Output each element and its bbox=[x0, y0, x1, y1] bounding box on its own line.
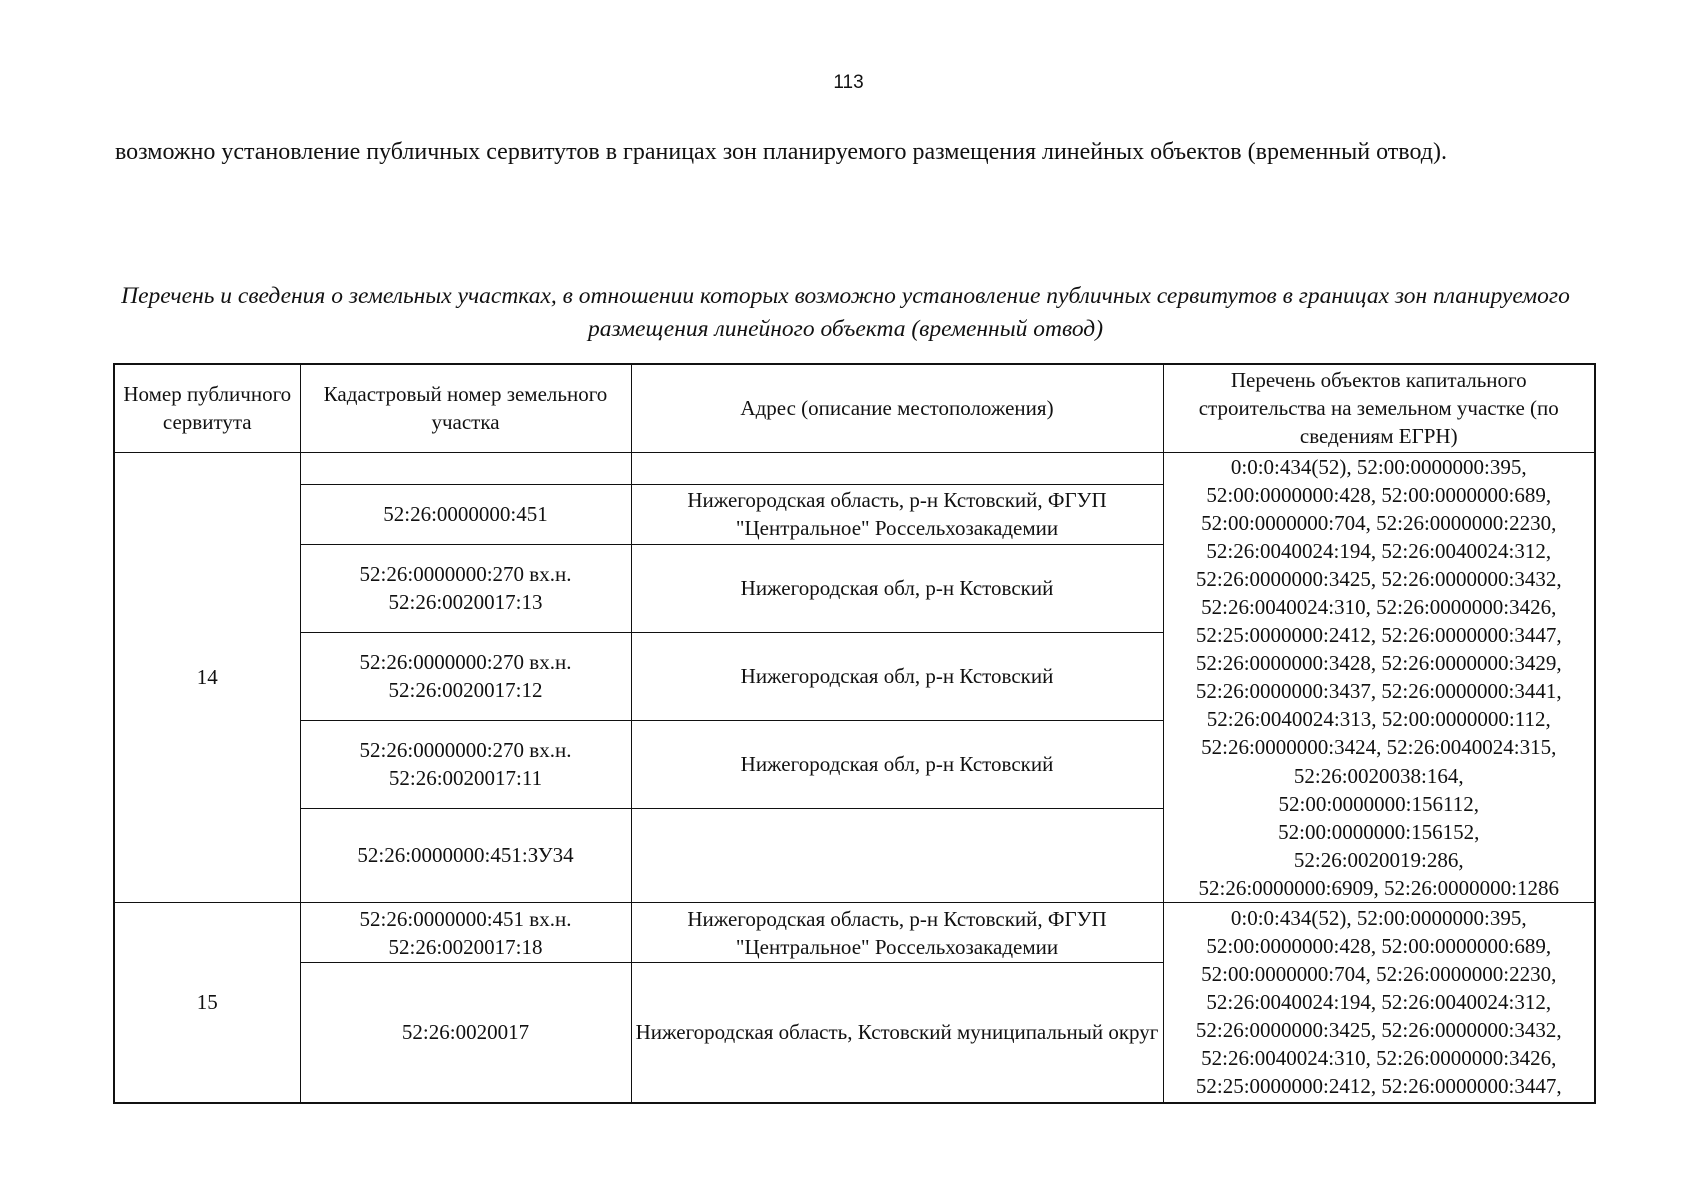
cadastral-cell: 52:26:0000000:270 вх.н. 52:26:0020017:11 bbox=[300, 720, 631, 808]
header-cadastral: Кадастровый номер земельного участка bbox=[300, 364, 631, 452]
body-paragraph: возможно установление публичных сервитутов в границах зон планируемого размещения линейных объектов (временный отвод). bbox=[115, 139, 1447, 165]
table-row bbox=[114, 903, 1595, 963]
header-address: Адрес (описание местоположения) bbox=[631, 364, 1163, 452]
cadastral-cell bbox=[300, 452, 631, 484]
address-cell: Нижегородская область, р-н Кстовский, ФГУП "Центральное" Россельхозакадемии bbox=[631, 484, 1163, 544]
address-cell: Нижегородская обл, р-н Кстовский bbox=[631, 720, 1163, 808]
table-caption: Перечень и сведения о земельных участках, в отношении которых возможно установление публичных сервитутов в границах зон планируемого размещения линейного объекта (временный отвод) bbox=[121, 283, 1570, 342]
servitude-number: 14 bbox=[114, 452, 300, 903]
objects-cell: 0:0:0:434(52), 52:00:0000000:395, 52:00:0000000:428, 52:00:0000000:689, 52:00:0000000:704, 52:26:0000000:2230, 52:26:0040024:194, 52:26:0040024:312, 52:26:0000000:3425, 52:26:0000000:3432, 52:26:0040024:310, 52:26:0000000:3426, 52:25:0000000:2412, 52:26:0000000:3447, 52:26:0000000:3428, 52:26:0000000:3429, 52:26:0000000:3437, 52:26:0000000:3441, 52:26:0040024:313, 52:00:0000000:112, 52:26:0000000:3424, 52:26:0040024:315, 52:26:0020038:164, 52:00:0000000:156112, 52:00:0000000:156152, 52:26:0020019:286, 52:26:0000000:6909, 52:26:0000000:1286 bbox=[1163, 452, 1595, 903]
cadastral-cell: 52:26:0000000:451 вх.н. 52:26:0020017:18 bbox=[300, 903, 631, 963]
header-number: Номер публичного сервитута bbox=[114, 364, 300, 452]
cadastral-cell: 52:26:0020017 bbox=[300, 963, 631, 1103]
address-cell bbox=[631, 452, 1163, 484]
cadastral-cell: 52:26:0000000:270 вх.н. 52:26:0020017:12 bbox=[300, 632, 631, 720]
address-cell: Нижегородская обл, р-н Кстовский bbox=[631, 632, 1163, 720]
objects-cell: 0:0:0:434(52), 52:00:0000000:395, 52:00:0000000:428, 52:00:0000000:689, 52:00:0000000:704, 52:26:0000000:2230, 52:26:0040024:194, 52:26:0040024:312, 52:26:0000000:3425, 52:26:0000000:3432, 52:26:0040024:310, 52:26:0000000:3426, 52:25:0000000:2412, 52:26:0000000:3447, bbox=[1163, 903, 1595, 1103]
page-number: 113 bbox=[833, 72, 864, 93]
header-row bbox=[114, 364, 1595, 452]
cadastral-cell: 52:26:0000000:451 bbox=[300, 484, 631, 544]
address-cell: Нижегородская область, Кстовский муниципальный округ bbox=[631, 963, 1163, 1103]
servitude-number: 15 bbox=[114, 903, 300, 1103]
address-cell: Нижегородская область, р-н Кстовский, ФГУП "Центральное" Россельхозакадемии bbox=[631, 903, 1163, 963]
address-cell: Нижегородская обл, р-н Кстовский bbox=[631, 544, 1163, 632]
cadastral-cell: 52:26:0000000:451:ЗУ34 bbox=[300, 808, 631, 902]
table-row bbox=[114, 452, 1595, 484]
header-objects: Перечень объектов капитального строительства на земельном участке (по сведениям ЕГРН) bbox=[1163, 364, 1595, 452]
servitudes-table bbox=[113, 363, 1596, 1104]
cadastral-cell: 52:26:0000000:270 вх.н. 52:26:0020017:13 bbox=[300, 544, 631, 632]
address-cell bbox=[631, 808, 1163, 902]
